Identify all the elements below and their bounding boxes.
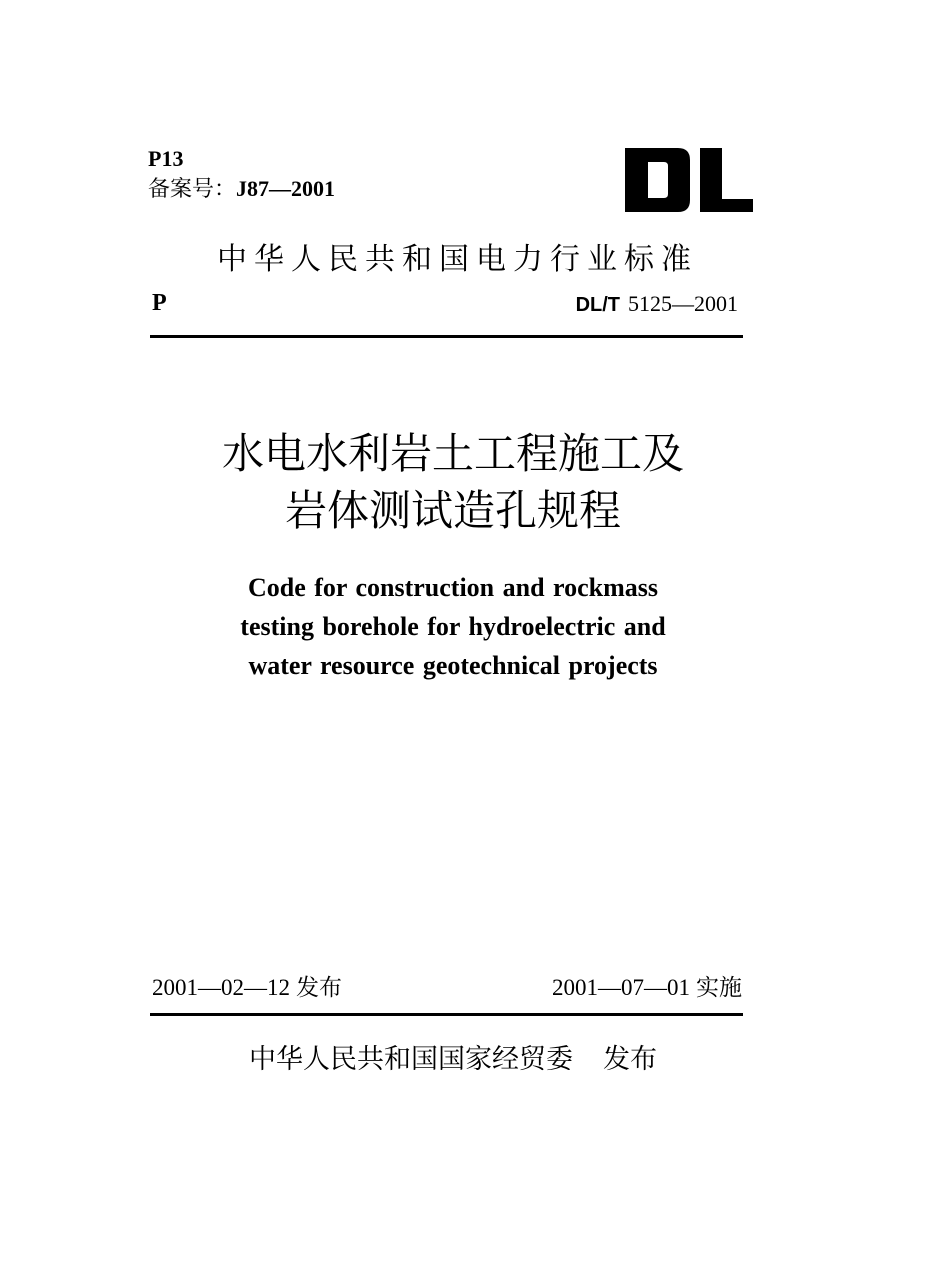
issue-date: 2001—02—12 [152,975,290,1000]
title-en-line-2: testing borehole for hydroelectric and [240,612,666,641]
effective-label: 实施 [696,975,742,1000]
dl-logo-letter-l [700,148,753,212]
standard-title: 中华人民共和国电力行业标准 [217,243,698,276]
effective-date-line [552,976,742,999]
filing-label: 备案号： [148,176,237,201]
issue-date-line [152,976,342,999]
issuer-action: 发布 [603,1044,657,1074]
top-divider [150,335,743,338]
category-letter: P [152,290,167,316]
bottom-divider [150,1013,743,1016]
standard-number-prefix: DL/T [575,294,620,316]
title-cn-line-2: 岩体测试造孔规程 [284,489,621,535]
title-en-line-1: Code for construction and rockmass [247,573,659,602]
title-cn-line-1: 水电水利岩土工程施工及 [221,432,684,478]
standard-number [576,293,738,315]
issue-label: 发布 [296,975,342,1000]
filing-line [148,178,335,200]
issuer-line [0,1046,906,1073]
issuer-name: 中华人民共和国国家经贸委 [249,1044,573,1074]
title-en-line-3: water resource geotechnical projects [248,651,658,680]
dl-logo [625,148,753,212]
filing-number: J87—2001 [236,176,336,201]
standard-number-value: 5125—2001 [628,291,738,316]
effective-date: 2001—07—01 [552,975,690,1000]
dl-logo-letter-d [625,148,690,212]
classification-code: P13 [148,146,184,171]
